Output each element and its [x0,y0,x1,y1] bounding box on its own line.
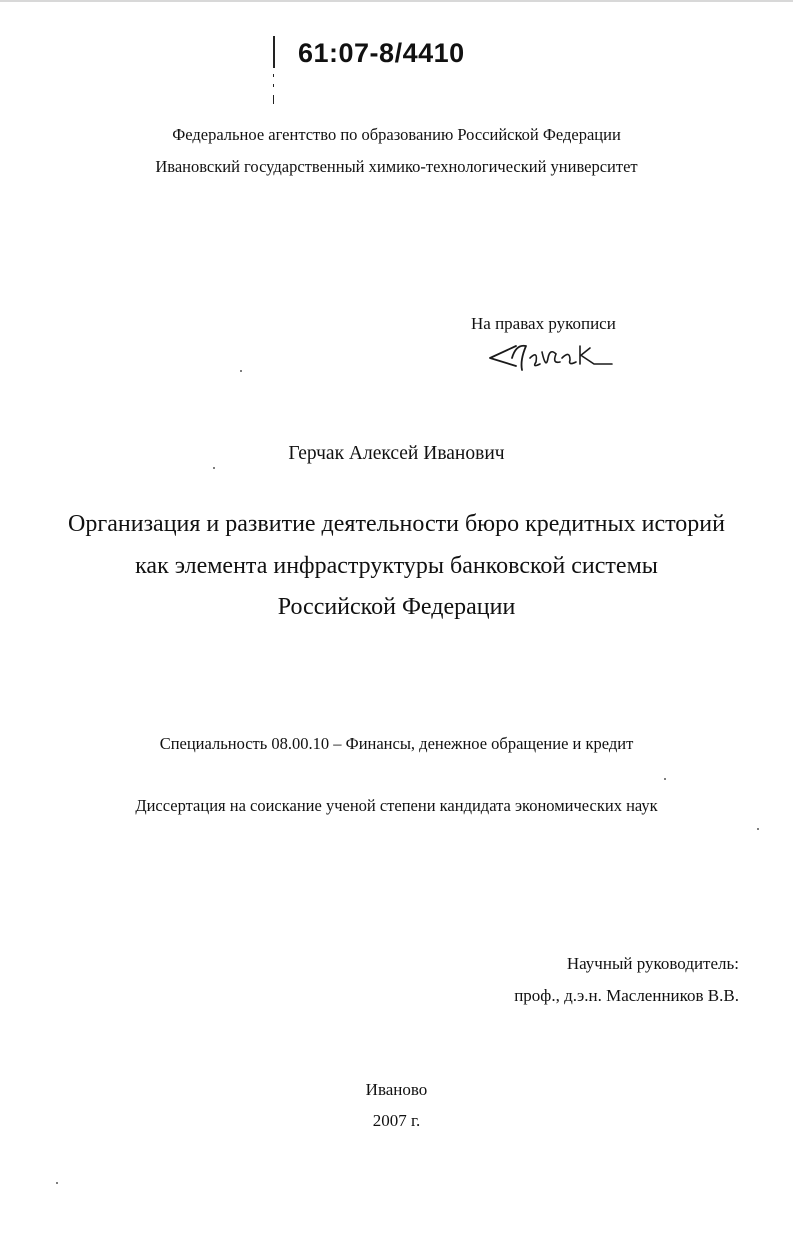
specialty-line: Специальность 08.00.10 – Финансы, денежное обращение и кредит [159,734,634,753]
agency-name: Федеральное агентство по образованию Российской Федерации [172,125,621,144]
year: 2007 г. [372,1111,421,1130]
manuscript-rights-label: На правах рукописи [471,314,616,333]
registration-number: 61:07-8/4410 [298,38,465,68]
scan-speck [757,828,759,830]
title-line-1: Организация и развитие деятельности бюро кредитных историй [68,511,725,537]
scan-speck [56,1182,58,1184]
scan-speck [213,467,215,469]
author-name: Герчак Алексей Иванович [288,443,505,464]
author-signature [486,336,616,376]
stamp-bar-dot [273,95,274,104]
supervisor-label: Научный руководитель: [566,954,739,973]
scan-speck [240,370,242,372]
degree-line: Диссертация на соискание ученой степени кандидата экономических наук [135,796,658,815]
title-line-2: как элемента инфраструктуры банковской системы [135,553,658,579]
stamp-bar [273,36,275,68]
title-line-3: Российской Федерации [277,594,516,620]
stamp-bar-dot [273,74,274,77]
stamp-bar-dot [273,84,274,87]
university-name: Ивановский государственный химико-технологический университет [155,157,638,176]
scan-edge-line [0,0,793,2]
scan-speck [664,778,666,780]
city: Иваново [365,1080,428,1099]
supervisor-name: проф., д.э.н. Масленников В.В. [514,986,739,1005]
